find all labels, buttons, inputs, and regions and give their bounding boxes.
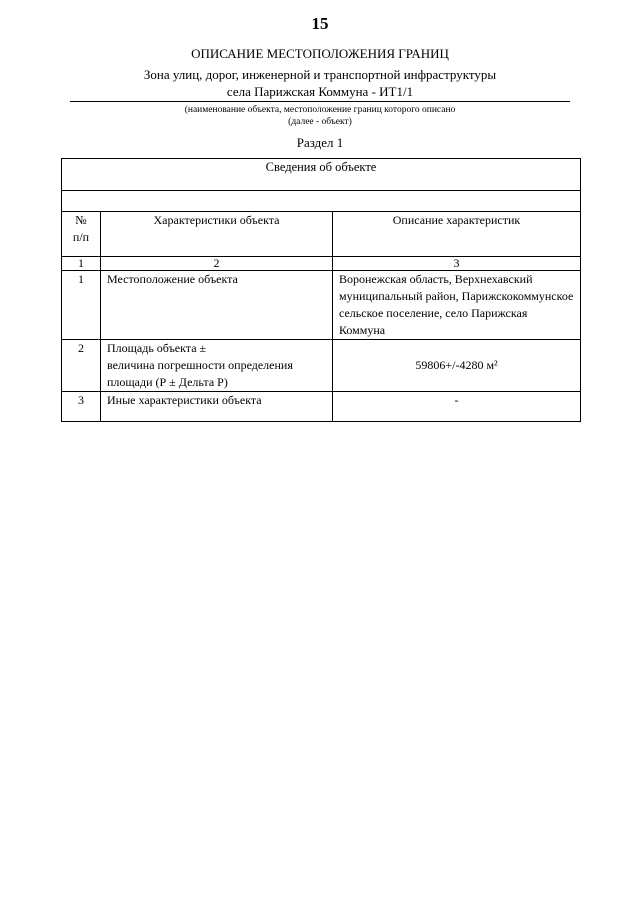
empty-cell [62, 191, 581, 212]
object-name-line-2: села Парижская Коммуна - ИТ1/1 [226, 84, 414, 99]
row-characteristic [101, 340, 333, 392]
table-header-row [62, 212, 581, 257]
header-characteristics: Характеристики объекта [101, 212, 333, 257]
row-number: 2 [62, 340, 101, 392]
row-characteristic-line-3: площади (Р ± Дельта Р) [107, 375, 228, 389]
column-number-2: 2 [101, 257, 333, 271]
table-row [62, 271, 581, 340]
row-number: 3 [62, 392, 101, 422]
header-num-line-1: № [75, 213, 87, 227]
header-description: Описание характеристик [333, 212, 581, 257]
row-characteristic: Иные характеристики объекта [101, 392, 333, 422]
section-label: Раздел 1 [296, 135, 344, 150]
document-title: ОПИСАНИЕ МЕСТОПОЛОЖЕНИЯ ГРАНИЦ [191, 46, 449, 61]
caption-line-1: (наименование объекта, местоположение границ которого описано [184, 105, 456, 115]
row-characteristic-line-1: Площадь объекта ± [107, 341, 207, 355]
object-name [70, 66, 570, 100]
column-number-3: 3 [333, 257, 581, 271]
table-row [62, 340, 581, 392]
row-number: 1 [62, 271, 101, 340]
column-number-row [62, 257, 581, 271]
row-description: 59806+/-4280 м² [333, 340, 581, 392]
header-num-line-2: п/п [72, 230, 90, 244]
table-row [62, 392, 581, 422]
row-characteristic: Местоположение объекта [101, 271, 333, 340]
caption-line-2: (далее - объект) [288, 117, 352, 127]
object-info-table [61, 158, 581, 422]
object-name-caption [70, 104, 570, 128]
header-num [62, 212, 101, 257]
object-name-line-1: Зона улиц, дорог, инженерной и транспортной инфраструктуры [143, 67, 497, 82]
row-description: - [333, 392, 581, 422]
table-title-row [62, 159, 581, 191]
table-title: Сведения об объекте [62, 159, 581, 191]
row-description: Воронежская область, Верхнехавский муниципальный район, Парижскокоммунское сельское поселение, село Парижская Коммуна [333, 271, 581, 340]
column-number-1: 1 [62, 257, 101, 271]
row-characteristic-line-2: величина погрешности определения [107, 358, 293, 372]
object-name-underline [70, 101, 570, 102]
table-empty-row [62, 191, 581, 212]
page-number: 15 [311, 14, 329, 33]
